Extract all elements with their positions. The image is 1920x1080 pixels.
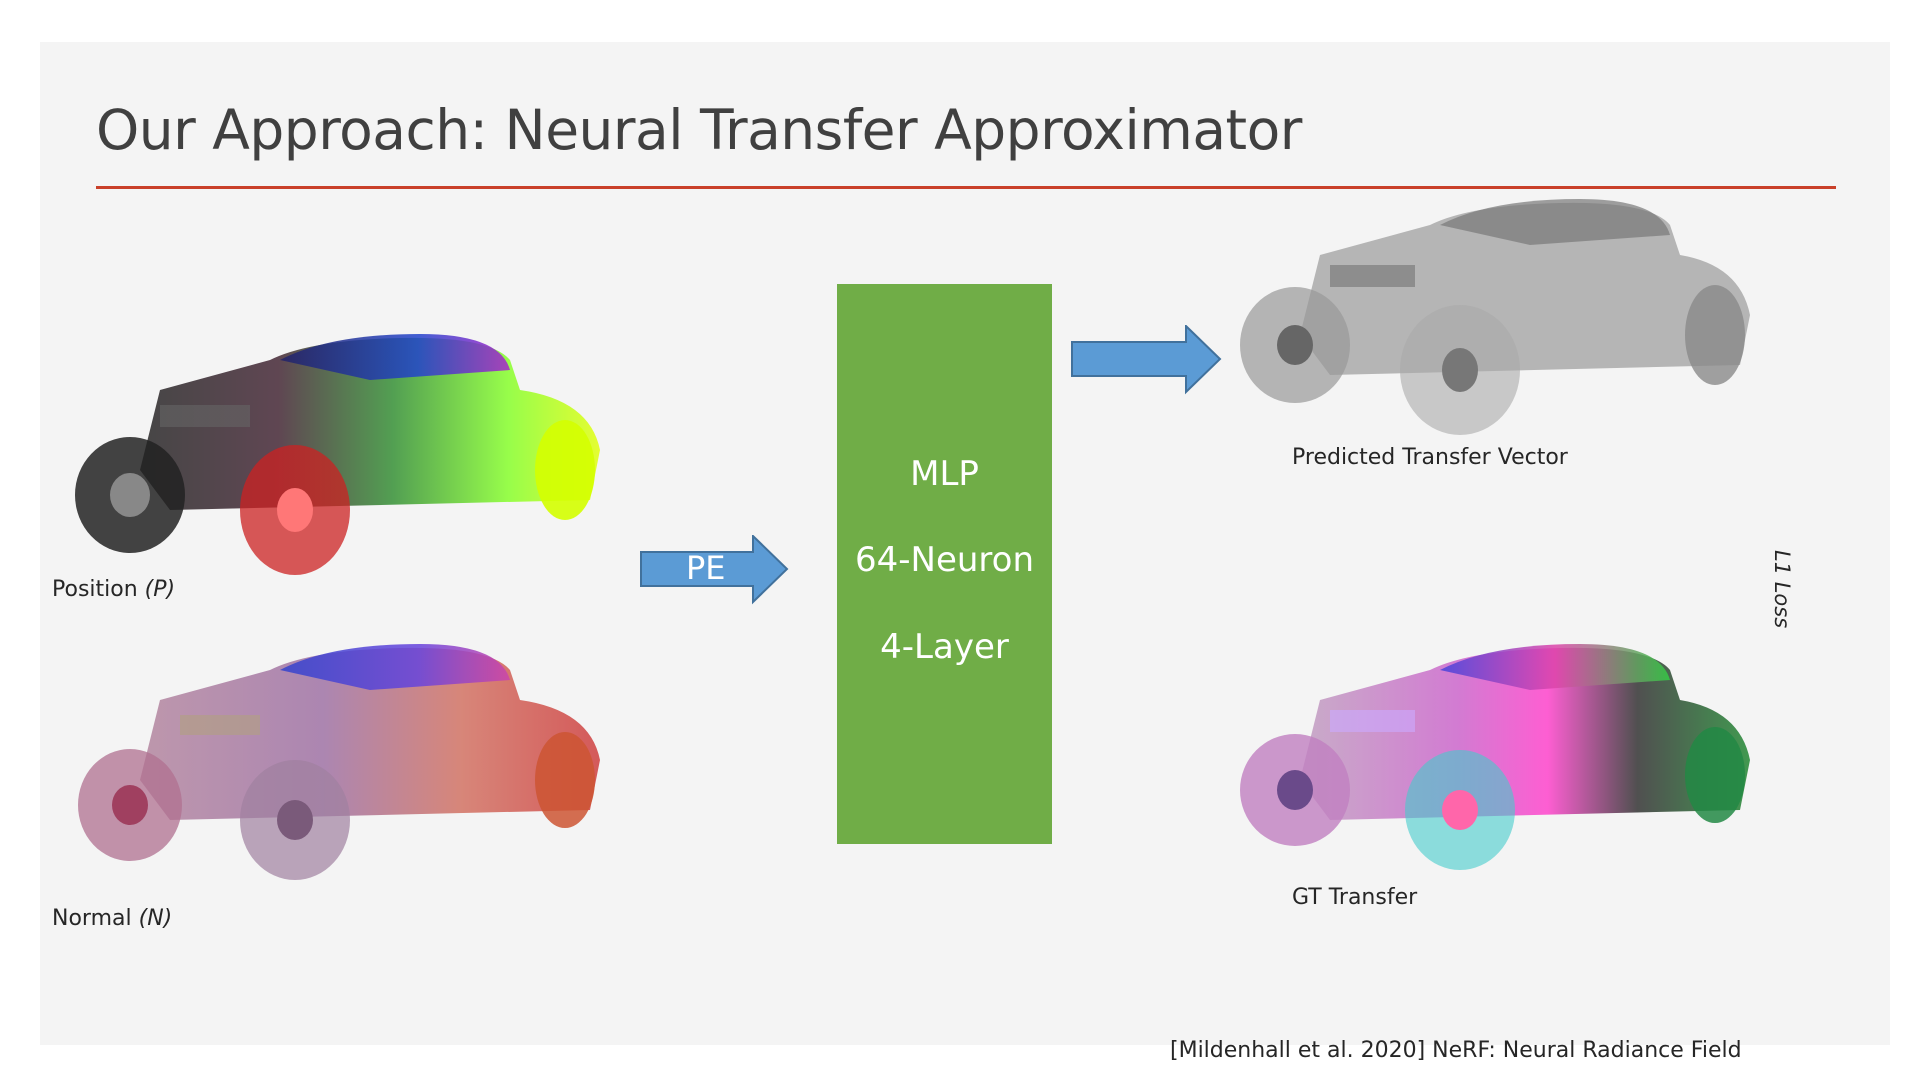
position-label-text: Position bbox=[52, 577, 138, 602]
mlp-line2: 64-Neuron bbox=[854, 540, 1034, 580]
normal-label bbox=[52, 906, 172, 931]
predicted-transfer-label: Predicted Transfer Vector bbox=[1292, 445, 1568, 470]
position-symbol: (P) bbox=[144, 577, 176, 602]
gt-car-image bbox=[1230, 640, 1760, 890]
mlp-line1: MLP bbox=[910, 454, 979, 494]
mlp-box bbox=[837, 284, 1052, 844]
normal-label-text: Normal bbox=[52, 906, 132, 931]
predicted-car-image bbox=[1230, 195, 1760, 445]
citation: [Mildenhall et al. 2020] NeRF: Neural Radiance Field bbox=[1170, 1038, 1742, 1063]
normal-symbol: (N) bbox=[138, 906, 173, 931]
normal-car-image bbox=[70, 640, 610, 890]
position-car-image bbox=[70, 320, 610, 580]
position-label bbox=[52, 577, 175, 602]
pe-label: PE bbox=[686, 549, 726, 587]
output-arrow-icon bbox=[1071, 325, 1223, 395]
gt-transfer-label: GT Transfer bbox=[1292, 885, 1418, 910]
l1-loss-label: L1 Loss bbox=[1770, 550, 1794, 629]
mlp-line3: 4-Layer bbox=[880, 627, 1009, 667]
slide-title: Our Approach: Neural Transfer Approximator bbox=[96, 98, 1302, 162]
title-underline bbox=[96, 186, 1836, 189]
